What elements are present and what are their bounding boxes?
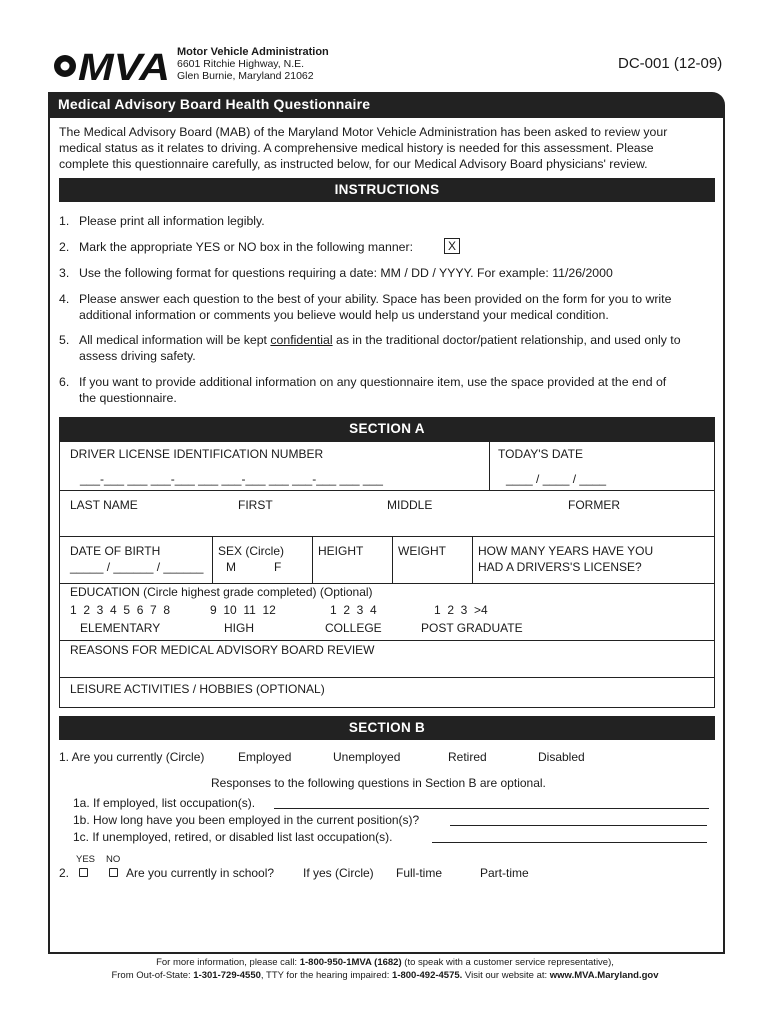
instruction-num: 4. [59,292,70,306]
edu-college-label: COLLEGE [325,621,382,635]
dob-label: DATE OF BIRTH [70,544,161,558]
instruction-num: 2. [59,240,70,254]
weight-label: WEIGHT [398,544,446,558]
instruction-text: If you want to provide additional information on any questionnaire item, use the space provided at the end of [79,375,667,389]
option-employed[interactable]: Employed [238,750,292,764]
dob-field[interactable]: _____ / ______ / ______ [70,560,204,574]
years-licensed-label [478,544,653,575]
instruction-text: Mark the appropriate YES or NO box in the following manner: [79,240,414,254]
edu-high-grades[interactable]: 9 10 11 12 [210,603,276,617]
instruction-5 [59,332,681,363]
footer-text: , TTY for the hearing impaired: [260,970,393,981]
todays-date-field[interactable]: ____ / ____ / ____ [506,472,607,486]
instruction-4 [59,291,672,322]
footer-website-link[interactable]: www.MVA.Maryland.gov [549,970,659,981]
logo-wordmark: MVA [78,47,170,86]
education-label: EDUCATION (Circle highest grade completed) (Optional) [70,585,373,599]
section-a-heading: SECTION A [59,417,715,441]
intro-text [59,124,667,172]
title-bar [48,92,725,118]
instruction-text: assess driving safety. [79,349,196,363]
instructions-heading: INSTRUCTIONS [59,178,715,202]
yes-header: YES [76,854,96,865]
instruction-3 [59,265,613,281]
instruction-num: 6. [59,375,70,389]
optional-note: Responses to the following questions in Section B are optional. [211,776,546,790]
former-name-label: FORMER [568,498,620,512]
edu-elementary-label: ELEMENTARY [80,621,161,635]
todays-date-label: TODAY'S DATE [498,447,583,461]
sex-option-m[interactable]: M [226,560,236,574]
edu-elementary-grades[interactable]: 1 2 3 4 5 6 7 8 [70,603,171,617]
instruction-text: as in the traditional doctor/patient relationship, and used only to [332,333,681,347]
instruction-text: Please print all information legibly. [79,214,265,228]
middle-name-label: MIDDLE [387,498,433,512]
q1a-label: 1a. If employed, list occupation(s). [73,796,256,810]
instruction-num: 3. [59,266,70,280]
option-part-time[interactable]: Part-time [480,866,529,880]
instruction-1 [59,213,265,229]
dl-number-field[interactable]: ___-___ ___ ___-___ ___ ___-___ ___ ___-___ ___ ___ [80,472,383,486]
option-retired[interactable]: Retired [448,750,487,764]
q2-number: 2. [59,866,70,880]
footer-phone[interactable]: 1-301-729-4550 [193,970,261,981]
footer-phone[interactable]: 1-800-950-1MVA (1682) [299,957,402,968]
instruction-2 [59,239,414,255]
footer-text: For more information, please call: [156,957,300,968]
agency-name: Motor Vehicle Administration [177,46,329,58]
divider [59,640,715,641]
footer-line-1 [0,956,770,969]
page-title: Medical Advisory Board Health Questionnaire [58,96,371,112]
edu-post-grades[interactable]: 1 2 3 >4 [434,603,488,617]
sex-label: SEX (Circle) [218,544,285,558]
q1b-label: 1b. How long have you been employed in the current position(s)? [73,813,420,827]
instruction-text: All medical information will be kept [79,333,271,347]
q1a-input[interactable] [274,808,709,809]
divider [59,583,715,584]
instruction-text: additional information or comments you believe would help us understand your medical condition. [79,308,609,322]
q1-label: 1. Are you currently (Circle) [59,750,205,764]
instruction-text: Please answer each question to the best of your ability. Space has been provided on the form for you to write [79,292,672,306]
divider [312,536,313,583]
last-name-label: LAST NAME [70,498,138,512]
footer-tty[interactable]: 1-800-492-4575. [392,970,463,981]
instruction-6 [59,374,667,405]
divider [59,536,715,537]
mva-logo [48,46,174,86]
instruction-num: 1. [59,214,70,228]
sex-option-f[interactable]: F [274,560,282,574]
wheel-icon [54,55,76,77]
divider [59,490,715,491]
example-checkbox: X [444,238,460,254]
option-unemployed[interactable]: Unemployed [333,750,401,764]
footer-text: (to speak with a customer service representative), [401,957,614,968]
instruction-text: the questionnaire. [79,391,177,405]
q1c-input[interactable] [432,842,707,843]
height-label: HEIGHT [318,544,364,558]
q2-no-checkbox[interactable] [109,868,118,877]
q2-yes-checkbox[interactable] [79,868,88,877]
intro-line: medical status as it relates to driving. A comprehensive medical history is needed for this assessment. Please [59,141,654,155]
divider [59,677,715,678]
divider [212,536,213,583]
footer-text: From Out-of-State: [111,970,194,981]
footer-line-2 [0,969,770,982]
divider [489,441,490,490]
q1b-input[interactable] [450,825,707,826]
reasons-label: REASONS FOR MEDICAL ADVISORY BOARD REVIEW [70,643,375,657]
years-licensed-line: HOW MANY YEARS HAVE YOU [478,544,654,558]
intro-line: complete this questionnaire carefully, as instructed below, for our Medical Advisory Board physicians' review. [59,157,648,171]
q2-label: Are you currently in school? [126,866,275,880]
option-disabled[interactable]: Disabled [538,750,585,764]
option-full-time[interactable]: Full-time [396,866,443,880]
divider [392,536,393,583]
form-number: DC-001 (12-09) [618,55,723,72]
agency-address-1: 6601 Ritchie Highway, N.E. [177,58,305,70]
edu-post-label: POST GRADUATE [421,621,523,635]
agency-address-2: Glen Burnie, Maryland 21062 [177,70,314,82]
q2-if-yes: If yes (Circle) [303,866,374,880]
dl-number-label: DRIVER LICENSE IDENTIFICATION NUMBER [70,447,324,461]
footer-text: Visit our website at: [462,970,550,981]
instruction-num: 5. [59,333,70,347]
first-name-label: FIRST [238,498,273,512]
years-licensed-line: HAD A DRIVERS'S LICENSE? [478,560,642,574]
edu-high-label: HIGH [224,621,254,635]
no-header: NO [106,854,121,865]
section-b-heading: SECTION B [59,716,715,740]
leisure-label: LEISURE ACTIVITIES / HOBBIES (OPTIONAL) [70,682,325,696]
q1c-label: 1c. If unemployed, retired, or disabled list last occupation(s). [73,830,393,844]
intro-line: The Medical Advisory Board (MAB) of the Maryland Motor Vehicle Administration has been asked to review your [59,125,668,139]
edu-college-grades[interactable]: 1 2 3 4 [330,603,377,617]
instruction-text: Use the following format for questions requiring a date: MM / DD / YYYY. For example: 11/26/2000 [79,266,613,280]
confidential-text: confidential [270,333,333,347]
agency-block [177,46,329,82]
divider [472,536,473,583]
